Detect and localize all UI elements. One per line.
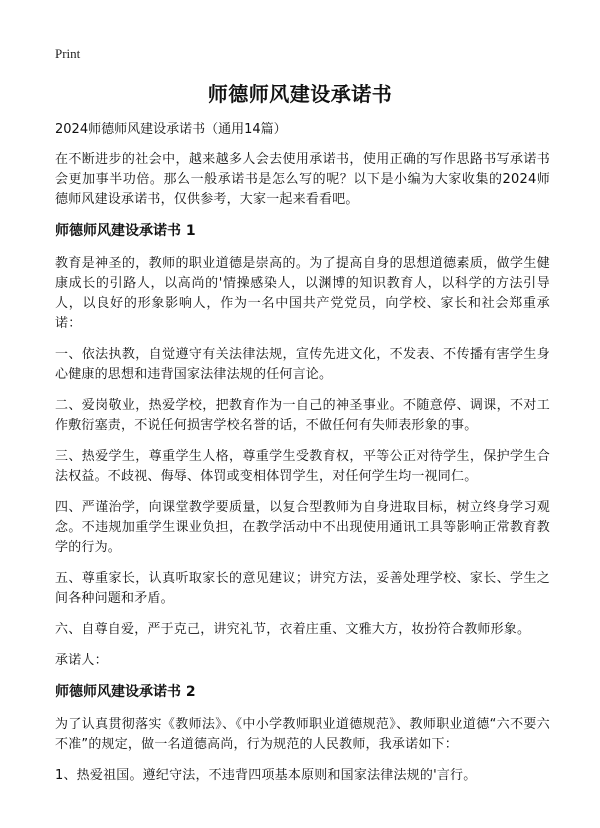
document-subtitle: 2024师德师风建设承诺书（通用14篇）	[55, 122, 287, 137]
section-2-paragraph: 为了认真贯彻落实《教师法》、《中小学教师职业道德规范》、教师职业道德“六不要六不准”的规定，做一名道德高尚，行为规范的人民教师，我承诺如下：	[55, 717, 550, 752]
section-1-paragraph: 四、严谨治学，向课堂教学要质量，以复合型教师为自身进取目标，树立终身学习观念。不违规加重学生课业负担，在教学活动中不出现使用通讯工具等影响正常教育教学的行为。	[55, 500, 550, 555]
document-body	[55, 120, 550, 797]
section-1-paragraph: 二、爱岗敬业，热爱学校，把教育作为一自己的神圣事业。不随意停、调课，不对工作敷衍塞责，不说任何损害学校名誉的话，不做任何有失师表形象的事。	[55, 398, 550, 433]
section-2-paragraph: 1、热爱祖国。遵纪守法，不违背四项基本原则和国家法律法规的'言行。	[55, 768, 477, 783]
document-title: 师德师风建设承诺书	[207, 82, 393, 106]
section-2-heading: 师德师风建设承诺书 2	[55, 684, 196, 700]
section-1-heading: 师德师风建设承诺书 1	[55, 223, 196, 239]
signatory-label: 承诺人：	[55, 653, 108, 668]
section-1-paragraph: 六、自尊自爱，严于克己，讲究礼节，衣着庄重、文雅大方，妆扮符合教师形象。	[55, 622, 531, 637]
section-1-paragraph: 五、尊重家长，认真听取家长的意见建议；讲究方法，妥善处理学校、家长、学生之间各种问题和矛盾。	[55, 571, 550, 606]
section-1-paragraph: 一、依法执教，自觉遵守有关法律法规，宣传先进文化，不发表、不传播有害学生身心健康的思想和违背国家法律法规的任何言论。	[55, 347, 550, 382]
section-1-paragraph: 教育是神圣的，教师的职业道德是崇高的。为了提高自身的思想道德素质，做学生健康成长的引路人，以高尚的'情操感染人，以渊博的知识教育人，以科学的方法引导人，以良好的形象影响人，作为一名中国共产党党员，向学校、家长和社会郑重承诺：	[55, 256, 550, 331]
intro-paragraph: 在不断进步的社会中，越来越多人会去使用承诺书，使用正确的写作思路书写承诺书会更加事半功倍。那么一般承诺书是怎么写的呢？以下是小编为大家收集的2024师德师风建设承诺书，仅供参考，大家一起来看看吧。	[55, 152, 550, 207]
section-1-paragraph: 三、热爱学生，尊重学生人格，尊重学生受教育权，平等公正对待学生，保护学生合法权益。不歧视、侮辱、体罚或变相体罚学生，对任何学生均一视同仁。	[55, 449, 550, 484]
print-link[interactable]: Print	[55, 46, 81, 61]
